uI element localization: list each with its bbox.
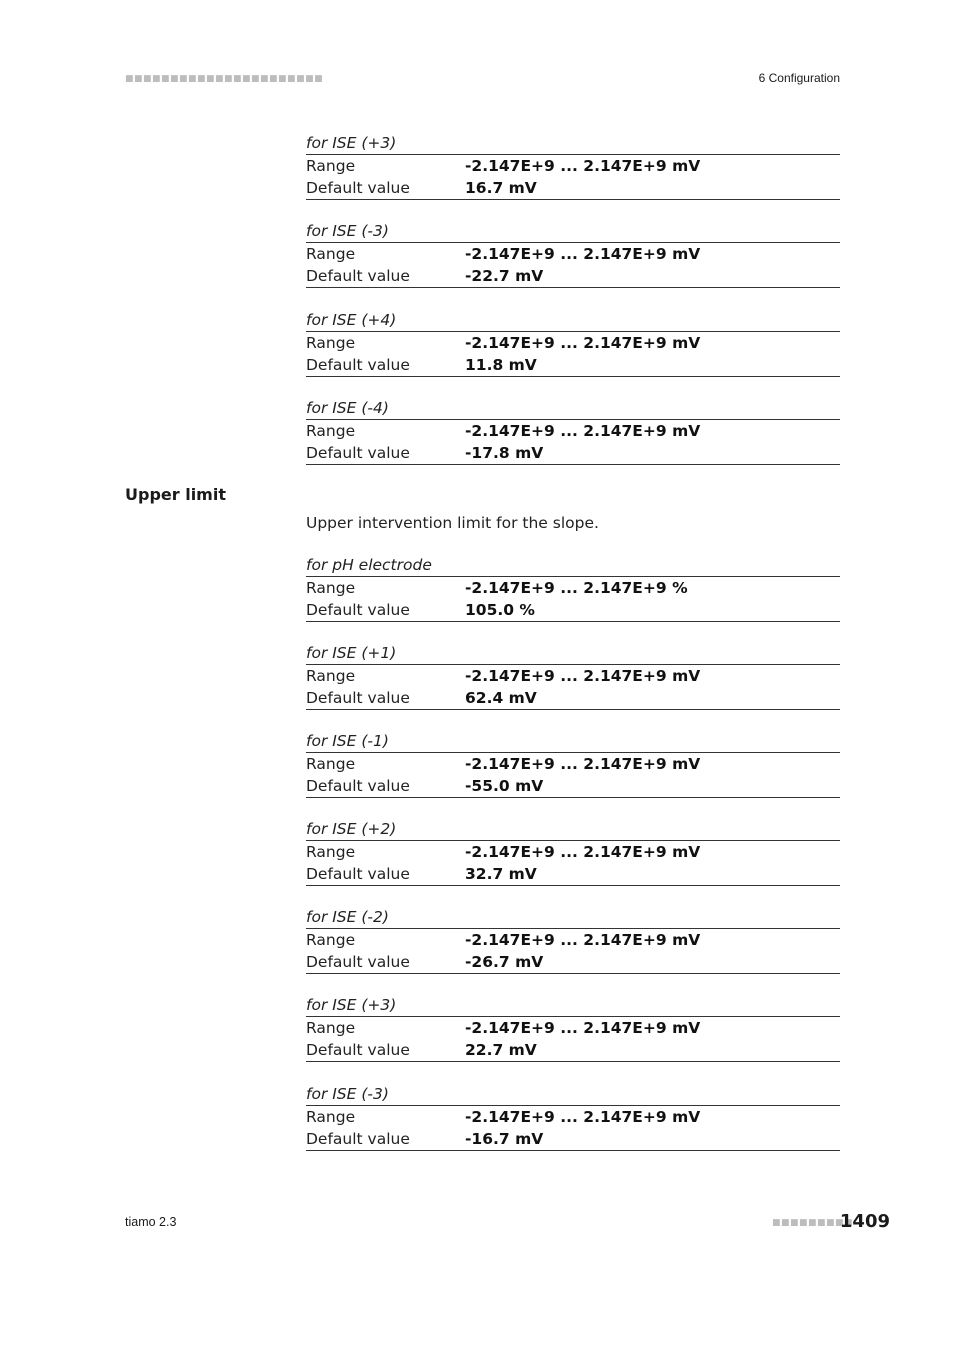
- block-caption: for ISE (+4): [306, 309, 840, 332]
- range-label: Range: [306, 667, 356, 685]
- block-caption: for ISE (-2): [306, 906, 840, 929]
- block-caption: for ISE (-3): [306, 220, 840, 243]
- default-label: Default value: [306, 689, 410, 707]
- param-block: [306, 1083, 840, 1151]
- range-row: [306, 929, 840, 951]
- param-block: [306, 730, 840, 798]
- range-row: [306, 332, 840, 354]
- block-caption: for ISE (-4): [306, 397, 840, 420]
- param-block: [306, 397, 840, 465]
- range-row: [306, 665, 840, 687]
- default-label: Default value: [306, 179, 410, 197]
- default-label: Default value: [306, 865, 410, 883]
- default-row: [306, 599, 840, 622]
- block-caption: for ISE (-3): [306, 1083, 840, 1106]
- product-version: tiamo 2.3: [125, 1215, 177, 1229]
- range-row: [306, 420, 840, 442]
- param-block: [306, 132, 840, 200]
- block-caption: for ISE (+1): [306, 642, 840, 665]
- range-label: Range: [306, 245, 356, 263]
- chapter-title: 6 Configuration: [758, 71, 840, 85]
- range-label: Range: [306, 1108, 356, 1126]
- footer-decoration-dots: ■■■■■■■■■: [772, 1218, 854, 1228]
- range-value: -2.147E+9 ... 2.147E+9 mV: [465, 1019, 701, 1037]
- default-label: Default value: [306, 953, 410, 971]
- param-block: [306, 554, 840, 622]
- range-label: Range: [306, 422, 356, 440]
- range-value: -2.147E+9 ... 2.147E+9 mV: [465, 334, 701, 352]
- range-row: [306, 753, 840, 775]
- default-label: Default value: [306, 1130, 410, 1148]
- default-label: Default value: [306, 356, 410, 374]
- page-number: 1409: [839, 1211, 890, 1232]
- range-label: Range: [306, 157, 356, 175]
- default-label: Default value: [306, 1041, 410, 1059]
- default-value: 16.7 mV: [465, 179, 537, 197]
- block-caption: for ISE (+3): [306, 994, 840, 1017]
- default-value: 11.8 mV: [465, 356, 537, 374]
- range-value: -2.147E+9 ... 2.147E+9 mV: [465, 843, 701, 861]
- default-row: [306, 1128, 840, 1151]
- param-block: [306, 309, 840, 377]
- range-row: [306, 155, 840, 177]
- section-title: Upper limit: [125, 485, 226, 504]
- default-label: Default value: [306, 267, 410, 285]
- range-row: [306, 1017, 840, 1039]
- default-row: [306, 1039, 840, 1062]
- default-value: 32.7 mV: [465, 865, 537, 883]
- block-caption: for ISE (-1): [306, 730, 840, 753]
- range-value: -2.147E+9 ... 2.147E+9 mV: [465, 931, 701, 949]
- range-label: Range: [306, 843, 356, 861]
- block-caption: for pH electrode: [306, 554, 840, 577]
- block-caption: for ISE (+2): [306, 818, 840, 841]
- range-value: -2.147E+9 ... 2.147E+9 mV: [465, 245, 701, 263]
- default-value: 105.0 %: [465, 601, 535, 619]
- range-row: [306, 1106, 840, 1128]
- default-row: [306, 442, 840, 465]
- default-row: [306, 687, 840, 710]
- block-caption: for ISE (+3): [306, 132, 840, 155]
- default-value: -16.7 mV: [465, 1130, 544, 1148]
- default-value: 22.7 mV: [465, 1041, 537, 1059]
- range-label: Range: [306, 579, 356, 597]
- default-value: 62.4 mV: [465, 689, 537, 707]
- range-value: -2.147E+9 ... 2.147E+9 mV: [465, 157, 701, 175]
- default-row: [306, 775, 840, 798]
- range-label: Range: [306, 755, 356, 773]
- param-block: [306, 906, 840, 974]
- range-label: Range: [306, 334, 356, 352]
- range-row: [306, 577, 840, 599]
- default-value: -26.7 mV: [465, 953, 544, 971]
- range-value: -2.147E+9 ... 2.147E+9 mV: [465, 755, 701, 773]
- default-row: [306, 951, 840, 974]
- range-value: -2.147E+9 ... 2.147E+9 mV: [465, 422, 701, 440]
- section-description: Upper intervention limit for the slope.: [306, 514, 599, 532]
- header-decoration-dots: ■■■■■■■■■■■■■■■■■■■■■■: [125, 74, 324, 84]
- param-block: [306, 994, 840, 1062]
- param-block: [306, 818, 840, 886]
- default-value: -17.8 mV: [465, 444, 544, 462]
- range-value: -2.147E+9 ... 2.147E+9 %: [465, 579, 688, 597]
- range-row: [306, 841, 840, 863]
- param-block: [306, 220, 840, 288]
- default-row: [306, 177, 840, 200]
- range-value: -2.147E+9 ... 2.147E+9 mV: [465, 1108, 701, 1126]
- default-label: Default value: [306, 444, 410, 462]
- default-label: Default value: [306, 601, 410, 619]
- param-block: [306, 642, 840, 710]
- range-label: Range: [306, 931, 356, 949]
- default-row: [306, 265, 840, 288]
- default-value: -55.0 mV: [465, 777, 544, 795]
- default-value: -22.7 mV: [465, 267, 544, 285]
- range-label: Range: [306, 1019, 356, 1037]
- default-row: [306, 354, 840, 377]
- range-value: -2.147E+9 ... 2.147E+9 mV: [465, 667, 701, 685]
- range-row: [306, 243, 840, 265]
- default-label: Default value: [306, 777, 410, 795]
- default-row: [306, 863, 840, 886]
